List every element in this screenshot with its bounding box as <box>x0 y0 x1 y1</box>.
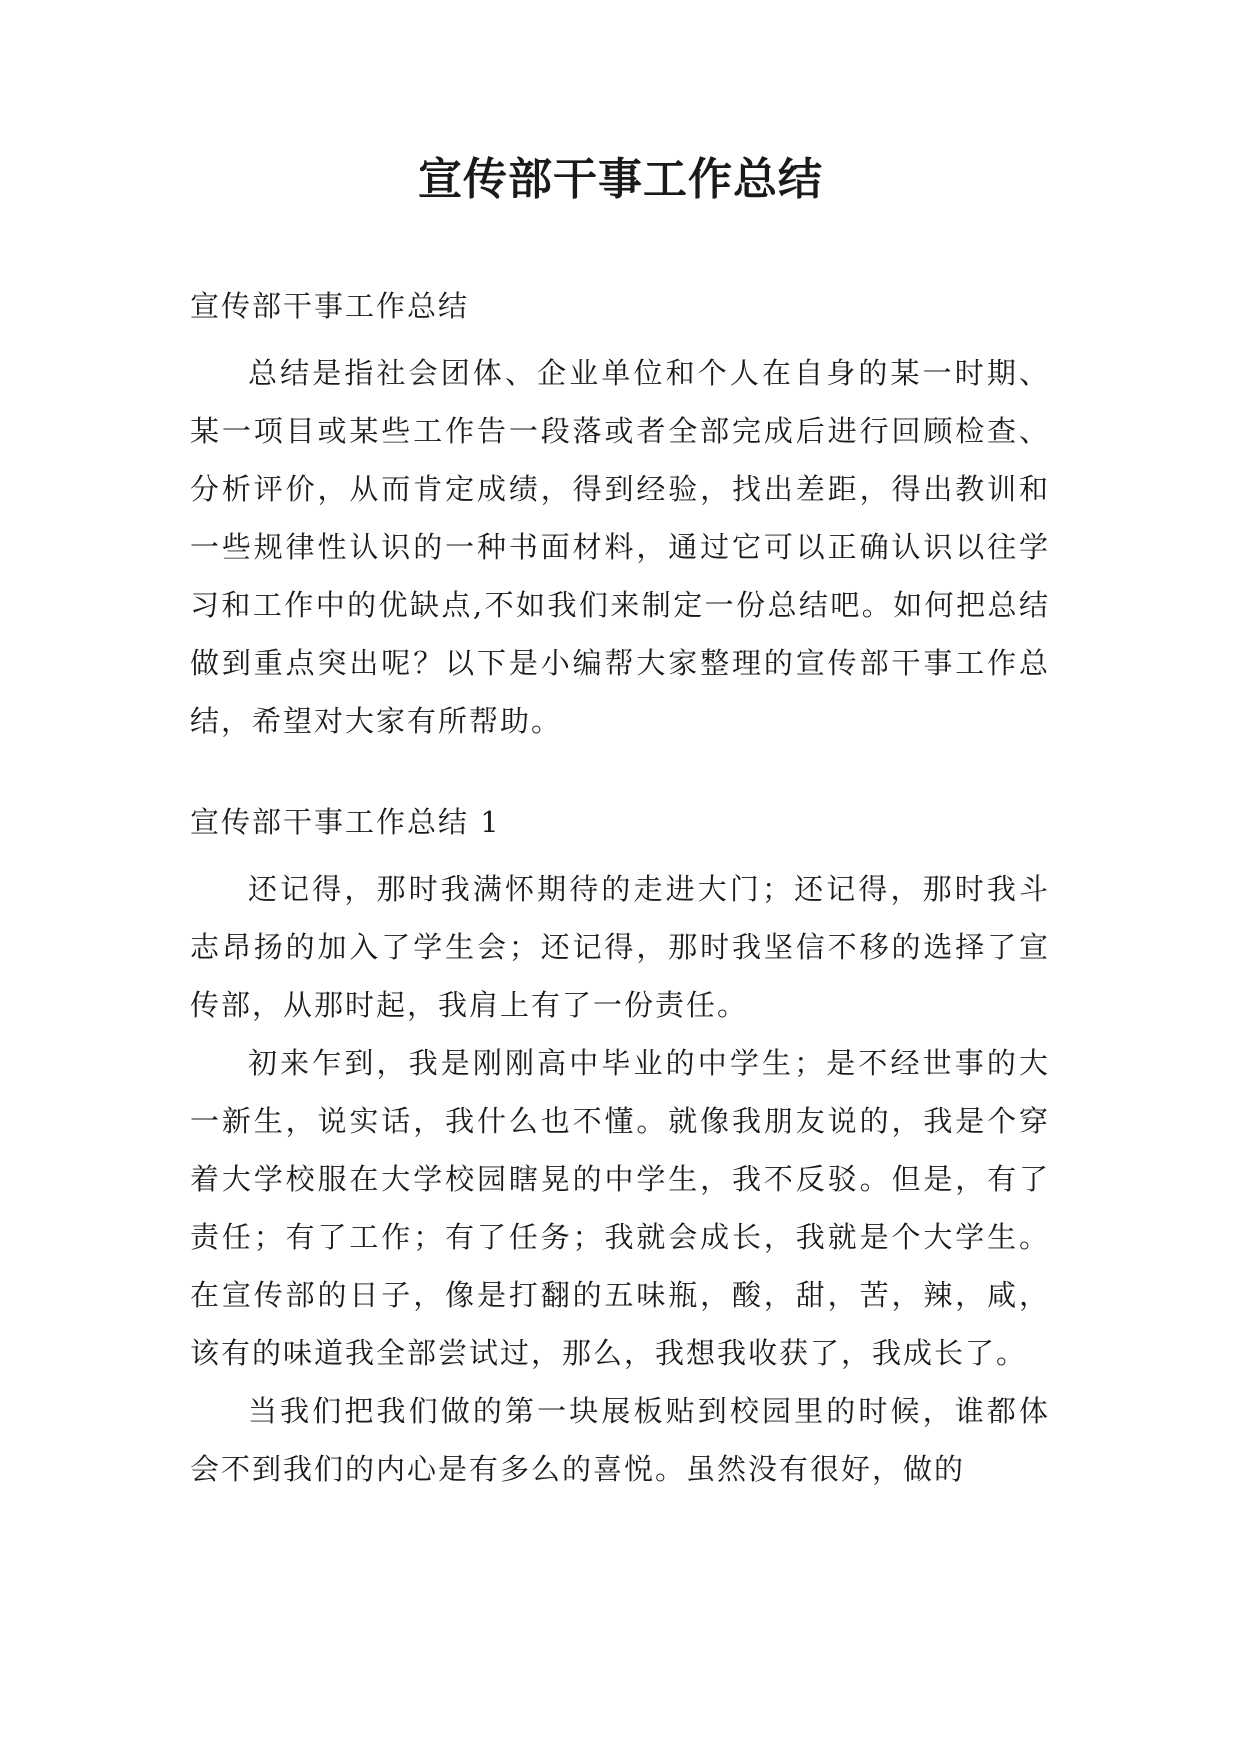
section1-paragraph-1: 还记得，那时我满怀期待的走进大门；还记得，那时我斗志昂扬的加入了学生会；还记得，那时我坚信不移的选择了宣传部，从那时起，我肩上有了一份责任。 <box>190 872 1050 1022</box>
section1-paragraph-2: 初来乍到，我是刚刚高中毕业的中学生；是不经世事的大一新生，说实话，我什么也不懂。就像我朋友说的，我是个穿着大学校服在大学校园瞎晃的中学生，我不反驳。但是，有了责任；有了工作；有了任务；我就会成长，我就是个大学生。在宣传部的日子，像是打翻的五味瓶，酸，甜，苦，辣，咸，该有的味道我全部尝试过，那么，我想我收获了，我成长了。 <box>190 1046 1050 1370</box>
intro-paragraph: 总结是指社会团体、企业单位和个人在自身的某一时期、某一项目或某些工作告一段落或者全部完成后进行回顾检查、分析评价，从而肯定成绩，得到经验，找出差距，得出教训和一些规律性认识的一种书面材料，通过它可以正确认识以往学习和工作中的优缺点,不如我们来制定一份总结吧。如何把总结做到重点突出呢？以下是小编帮大家整理的宣传部干事工作总结，希望对大家有所帮助。 <box>190 356 1050 738</box>
document-title: 宣传部干事工作总结 <box>418 154 823 205</box>
section1-heading: 宣传部干事工作总结 1 <box>190 805 501 839</box>
section-spacer <box>190 750 1050 802</box>
document-body <box>190 286 1050 1498</box>
section1-paragraph-3: 当我们把我们做的第一块展板贴到校园里的时候，谁都体会不到我们的内心是有多么的喜悦。虽然没有很好，做的 <box>190 1394 1050 1486</box>
intro-heading: 宣传部干事工作总结 <box>190 289 470 323</box>
